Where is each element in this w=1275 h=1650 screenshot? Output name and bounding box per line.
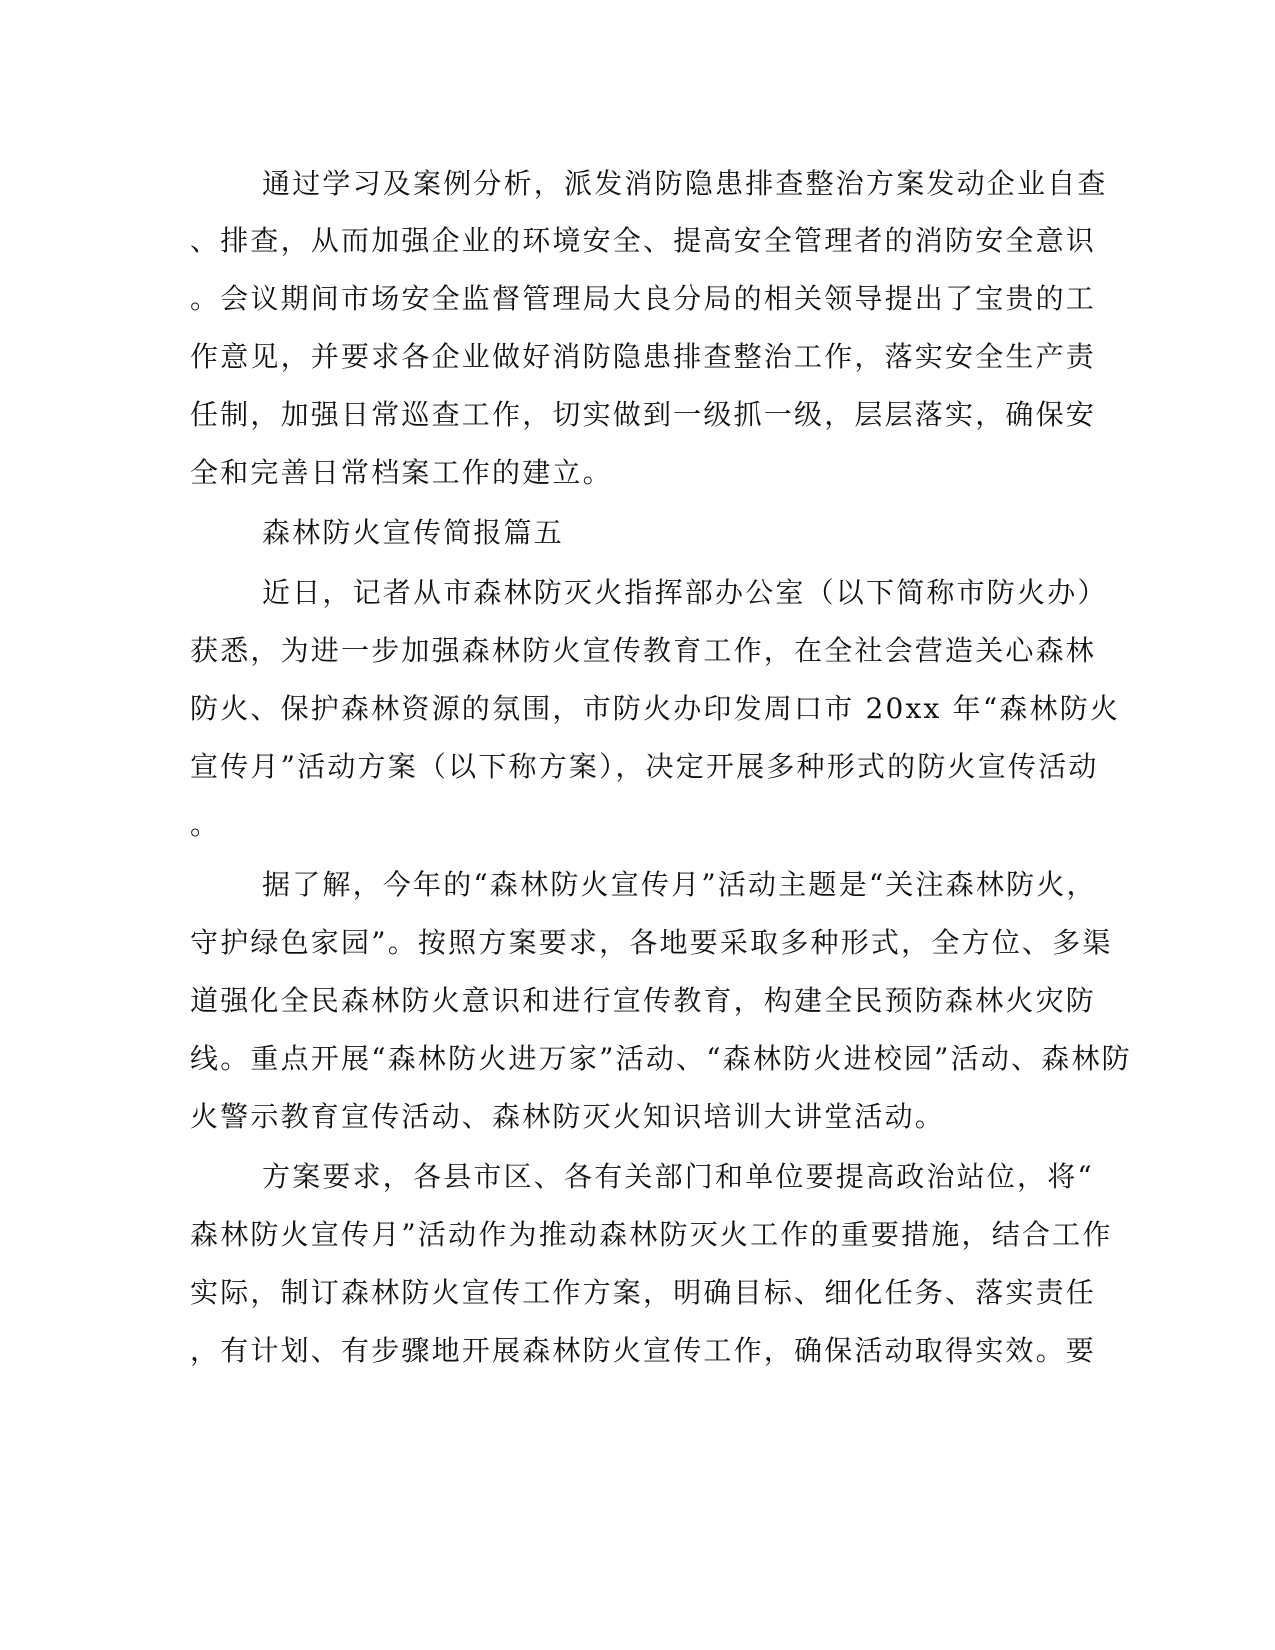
paragraph-1-line-2: 、排查，从而加强企业的环境安全、提高安全管理者的消防安全意识: [190, 224, 1097, 257]
paragraph-1-line-3: 。会议期间市场安全监督管理局大良分局的相关领导提出了宝贵的工: [190, 282, 1097, 315]
paragraph-3-line-4: 线。重点开展“森林防火进万家”活动、“森林防火进校园”活动、森林防: [190, 1042, 1132, 1075]
paragraph-3-line-3: 道强化全民森林防火意识和进行宣传教育，构建全民预防森林火灾防: [190, 984, 1097, 1017]
section-heading: 森林防火宣传简报篇五: [262, 516, 565, 549]
paragraph-1-line-4: 作意见，并要求各企业做好消防隐患排查整治工作，落实安全生产责: [190, 340, 1097, 373]
paragraph-3-line-5: 火警示教育宣传活动、森林防灭火知识培训大讲堂活动。: [190, 1100, 946, 1133]
paragraph-2-line-3: 防火、保护森林资源的氛围，市防火办印发周口市 20xx 年“森林防火: [190, 692, 1121, 725]
paragraph-1-line-6: 全和完善日常档案工作的建立。: [190, 456, 613, 489]
paragraph-4-line-1: 方案要求，各县市区、各有关部门和单位要提高政治站位，将“: [262, 1160, 1094, 1193]
paragraph-3-line-1: 据了解，今年的“森林防火宣传月”活动主题是“关注森林防火，: [262, 868, 1097, 901]
paragraph-2-line-2: 获悉，为进一步加强森林防火宣传教育工作，在全社会营造关心森林: [190, 634, 1097, 667]
paragraph-2-line-4: 宣传月”活动方案（以下称方案），决定开展多种形式的防火宣传活动: [190, 750, 1099, 783]
paragraph-4-line-2: 森林防火宣传月”活动作为推动森林防灭火工作的重要措施，结合工作: [190, 1218, 1113, 1251]
paragraph-1-line-5: 任制，加强日常巡查工作，切实做到一级抓一级，层层落实，确保安: [190, 398, 1097, 431]
paragraph-3-line-2: 守护绿色家园”。按照方案要求，各地要采取多种形式，全方位、多渠: [190, 926, 1113, 959]
paragraph-4-line-4: ，有计划、有步骤地开展森林防火宣传工作，确保活动取得实效。要: [190, 1334, 1097, 1367]
paragraph-2-line-1: 近日，记者从市森林防灭火指挥部办公室（以下简称市防火办）: [262, 576, 1108, 609]
paragraph-4-line-3: 实际，制订森林防火宣传工作方案，明确目标、细化任务、落实责任: [190, 1276, 1097, 1309]
paragraph-1-line-1: 通过学习及案例分析，派发消防隐患排查整治方案发动企业自查: [262, 167, 1108, 200]
paragraph-2-line-5: 。: [190, 808, 221, 841]
